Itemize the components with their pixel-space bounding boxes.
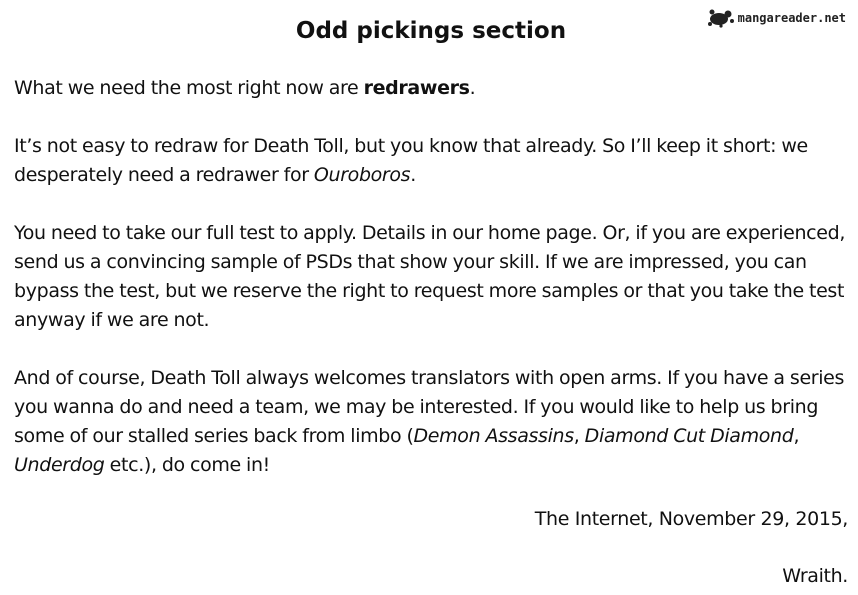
italic-title: Ouroboros — [313, 164, 411, 186]
bold-text: redrawers — [363, 77, 470, 99]
italic-title: Diamond Cut Diamond — [584, 425, 794, 447]
paragraph-text: . — [410, 164, 416, 186]
paragraph-text: And of course, Death Toll always welcomes translators with open arms. If you have a series you wanna do and need a team, we may be interested. If you would like to help us bring some of our stalled series back from limbo ( — [14, 367, 845, 447]
paragraph-test — [14, 219, 848, 335]
paragraph-text: etc.), do come in! — [104, 454, 270, 476]
paragraph-text: It’s not easy to redraw for Death Toll, but you know that already. So I’ll keep it short: we desperately need a redrawer for — [14, 135, 808, 186]
body-content — [14, 74, 848, 509]
paragraph-text: , — [573, 425, 585, 447]
paragraph-ouroboros — [14, 132, 848, 190]
page-title: Odd pickings section — [295, 18, 567, 44]
paragraph-text: . — [469, 77, 476, 99]
watermark-text: mangareader.net — [737, 11, 846, 25]
italic-title: Underdog — [14, 454, 105, 476]
paragraph-translators — [14, 364, 848, 480]
paragraph-text: , — [793, 425, 800, 447]
paragraph-text: What we need the most right now are — [14, 77, 364, 99]
signoff-date: The Internet, November 29, 2015, — [534, 508, 848, 530]
paragraph-redrawers — [14, 74, 848, 103]
paragraph-text: You need to take our full test to apply. Details in our home page. Or, if you are experienced, send us a convincing sample of PSDs that show your skill. If we are impressed, you can bypass the test, but we reserve the right to request more samples or that you take the test anyway if we are not. — [14, 222, 846, 331]
italic-title: Demon Assassins — [413, 425, 574, 447]
signoff-name: Wraith. — [782, 565, 848, 587]
